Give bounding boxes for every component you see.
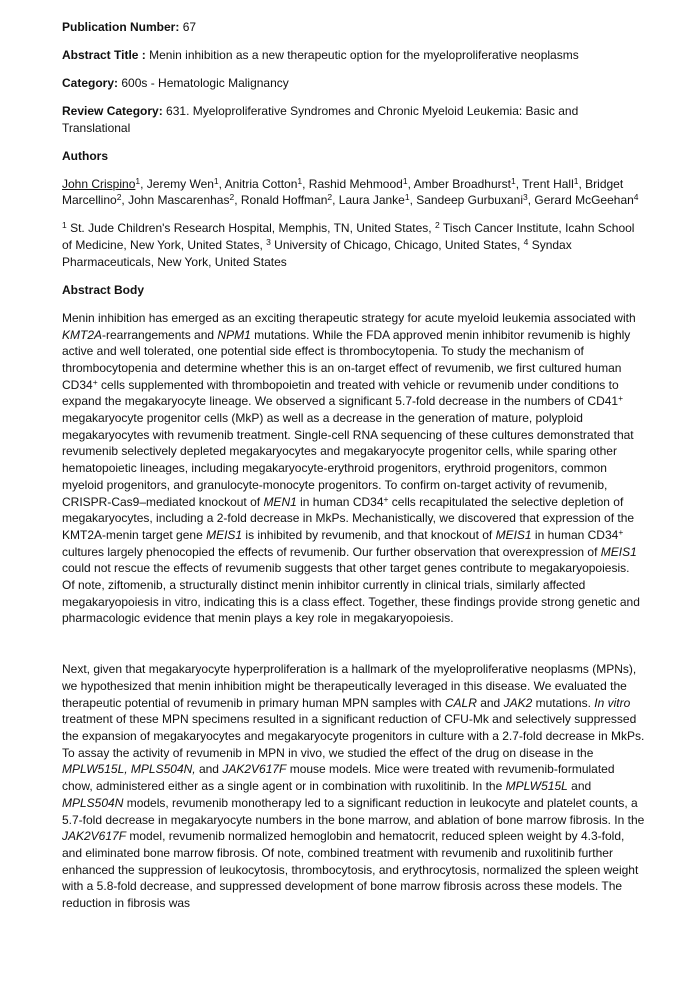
publication-number-value: 67 — [182, 20, 197, 34]
author — [128, 193, 241, 207]
author-affiliation-sup: 1 — [573, 175, 579, 186]
author — [534, 193, 638, 207]
abstract-title-value: Menin inhibition as a new therapeutic option for the myeloproliferative neoplasms — [149, 48, 579, 62]
gene-name: JAK2V617F — [222, 762, 287, 777]
author — [309, 177, 414, 191]
author — [225, 177, 309, 191]
author-separator: , — [302, 176, 309, 191]
gene-name: MPLW515L, MPLS504N, — [62, 762, 196, 777]
text-run: is inhibited by revumenib, and that knockout of — [242, 527, 496, 542]
text-run: cells recapitulated the selective depletion of megakaryocytes, including a 2-fold decrease in MkPs. Mechanistically, we discovered that expression of the KMT2A-menin target gene — [62, 494, 635, 542]
affiliation-sup: 4 — [523, 237, 529, 248]
text-run: -rearrangements and — [102, 327, 218, 342]
author-name: Rashid Mehmood — [308, 176, 403, 191]
abstract-paragraph-1 — [62, 310, 645, 627]
publication-number-label: Publication Number: — [62, 20, 180, 34]
author-separator: , — [140, 176, 147, 191]
author-affiliation-sup: 1 — [297, 175, 303, 186]
gene-name: MEIS1 — [600, 544, 637, 559]
review-category-label: Review Category: — [62, 104, 163, 118]
affiliation-text: University of Chicago, Chicago, United States, — [270, 238, 524, 253]
author-name: Amber Broadhurst — [413, 176, 511, 191]
author-affiliation-sup: 2 — [327, 192, 333, 203]
author-list — [62, 176, 645, 209]
author-name: Anitria Cotton — [224, 176, 298, 191]
text-run: model, revumenib normalized hemoglobin and hematocrit, reduced spleen weight by 4.3-fold, and eliminated bone marrow fibrosis. Of note, combined treatment with revumenib and ruxolitinib further enhanced the suppression of leukocytosis, thrombocytosis, and erythrocytosis, normalized the spleen weight with a 5.8-fold decrease, and suppressed development of bone marrow fibrosis across these models. The reduction in fibrosis was — [62, 829, 639, 911]
author-name: Gerard McGeehan — [534, 193, 634, 208]
abstract-body-heading: Abstract Body — [62, 282, 145, 297]
affiliation-sup: 1 — [62, 220, 67, 231]
review-category — [62, 103, 645, 136]
review-category-value: 631. Myeloproliferative Syndromes and Chronic Myeloid Leukemia: Basic and Translational — [62, 104, 579, 135]
author-separator: , — [527, 193, 535, 208]
text-run: and — [476, 695, 504, 710]
gene-name: JAK2V617F — [62, 829, 127, 844]
gene-name: MPLW515L — [505, 779, 568, 794]
author — [339, 193, 416, 207]
text-run: cells supplemented with thrombopoietin and treated with vehicle or revumenib under conditions to expand the megakaryocyte lineage. We observed a significant 5.7-fold decrease in the numbers of CD41 — [62, 377, 619, 409]
author-affiliation-sup: 2 — [229, 192, 235, 203]
gene-name: JAK2 — [503, 695, 533, 710]
italic-term: In vitro — [594, 695, 631, 710]
text-run: and — [567, 779, 592, 794]
abstract-paragraph-2 — [62, 661, 645, 912]
text-run: in human CD34 — [296, 494, 384, 509]
author-name: Jeremy Wen — [146, 176, 214, 191]
author-name: John Mascarenhas — [128, 193, 230, 208]
gene-name: CALR — [444, 695, 477, 710]
authors-heading: Authors — [62, 148, 108, 163]
author-separator: , — [218, 176, 225, 191]
text-run: in human CD34 — [531, 527, 619, 542]
abstract-title-label: Abstract Title : — [62, 48, 146, 62]
superscript: + — [618, 393, 624, 404]
gene-name: MEIS1 — [206, 527, 243, 542]
author-affiliation-sup: 1 — [213, 175, 219, 186]
author-affiliation-sup: 1 — [404, 192, 410, 203]
affiliation-text: Tisch Cancer Institute, Icahn School of Medicine, New York, United States, — [62, 221, 635, 253]
superscript: + — [92, 376, 98, 387]
author-separator: , — [578, 176, 586, 191]
text-run: mutations. While the FDA approved menin inhibitor revumenib is highly active and well tolerated, one potential side effect is thrombocytopenia. To study the mechanism of thrombocytopenia and determine whether this is an on-target effect of revumenib, we first cultured human CD34 — [62, 327, 631, 392]
gene-name: MEIS1 — [495, 527, 532, 542]
superscript: + — [383, 493, 389, 504]
superscript: + — [618, 526, 624, 537]
gene-name: KMT2A — [62, 327, 103, 342]
text-run: mouse models. Mice were treated with revumenib-formulated chow, administered either as a single agent or in combination with ruxolitinib. In the — [62, 762, 615, 794]
author-affiliation-sup: 1 — [135, 175, 141, 186]
author-affiliation-sup: 3 — [523, 192, 528, 203]
category-value: 600s - Hematologic Malignancy — [121, 76, 289, 90]
author-separator: , — [409, 193, 417, 208]
author-separator: , — [515, 176, 523, 191]
abstract-title — [62, 47, 645, 64]
author — [416, 193, 534, 207]
text-run: could not rescue the effects of revumenib suggests that other target genes contribute to megakaryopoiesis. Of note, ziftomenib, a structurally distinct menin inhibitor currently in clinical trials, similarly affected megakaryopoiesis in vitro, indicating this is a class effect. Together, these findings provide strong genetic and pharmacologic evidence that menin plays a key role in megakaryopoiesis. — [62, 561, 640, 626]
author — [414, 177, 523, 191]
affiliations — [62, 220, 645, 270]
author-separator: , — [121, 193, 129, 208]
text-run: mutations. — [532, 695, 595, 710]
author-name: Laura Janke — [338, 193, 405, 208]
author-affiliation-sup: 2 — [116, 192, 122, 203]
author — [241, 193, 339, 207]
affiliation-text: St. Jude Children's Research Hospital, Memphis, TN, United States, — [66, 221, 435, 236]
text-run: Menin inhibition has emerged as an exciting therapeutic strategy for acute myeloid leukemia associated with — [62, 310, 636, 325]
author-name: Sandeep Gurbuxani — [416, 193, 523, 208]
author — [147, 177, 225, 191]
author-name: Bridget Marcellino — [62, 176, 624, 208]
gene-name: NPM1 — [217, 327, 251, 342]
publication-number — [62, 19, 645, 36]
text-run: Next, given that megakaryocyte hyperproliferation is a hallmark of the myeloproliferative neoplasms (MPNs), we hypothesized that menin inhibition might be therapeutically leveraged in this disease. We evaluated the therapeutic potential of revumenib in primary human MPN samples with — [62, 662, 637, 710]
author[interactable] — [62, 177, 147, 191]
author — [522, 177, 585, 191]
text-run: and — [195, 762, 223, 777]
text-run: treatment of these MPN specimens resulted in a significant reduction of CFU-Mk and selectively suppressed the expansion of megakaryocytes and megakaryocyte progenitors in culture with a 2.7-fold decrease in MkPs. To assay the activity of revumenib in MPN in vivo, we studied the effect of the drug on disease in the — [62, 712, 645, 760]
author-name[interactable]: John Crispino — [62, 176, 136, 191]
category — [62, 75, 645, 92]
affiliation-sup: 2 — [434, 220, 440, 231]
gene-name: MPLS504N — [62, 795, 124, 810]
author-affiliation-sup: 1 — [402, 175, 408, 186]
author-name: Trent Hall — [522, 176, 574, 191]
text-run: models, revumenib monotherapy led to a significant reduction in leukocyte and platelet counts, a 5.7-fold decrease in megakaryocyte numbers in the bone marrow, and ablation of bone marrow fibrosis. In the — [62, 795, 645, 827]
affiliation-text: Syndax Pharmaceuticals, New York, United States — [62, 238, 572, 269]
gene-name: MEN1 — [263, 494, 297, 509]
category-label: Category: — [62, 76, 119, 90]
author-separator: , — [407, 176, 414, 191]
author-affiliation-sup: 4 — [633, 192, 639, 203]
author-separator: , — [234, 193, 241, 208]
author-name: Ronald Hoffman — [240, 193, 328, 208]
author-separator: , — [332, 193, 339, 208]
affiliation-sup: 3 — [266, 237, 271, 248]
author-affiliation-sup: 1 — [510, 175, 516, 186]
text-run: megakaryocyte progenitor cells (MkP) as well as a decrease in the generation of mature, polyploid megakaryocytes with revumenib treatment. Single-cell RNA sequencing of these cultures demonstrated that revumenib selectively depleted megakaryocytes and megakaryocyte progenitor cells, while sparing other hematopoietic lineages, including megakaryocyte-erythroid progenitors, erythroid progenitors, common myeloid progenitors, and granulocyte-monocyte progenitors. To confirm on-target activity of revumenib, CRISPR-Cas9–mediated knockout of — [62, 411, 634, 509]
text-run: cultures largely phenocopied the effects of revumenib. Our further observation that overexpression of — [62, 544, 601, 559]
